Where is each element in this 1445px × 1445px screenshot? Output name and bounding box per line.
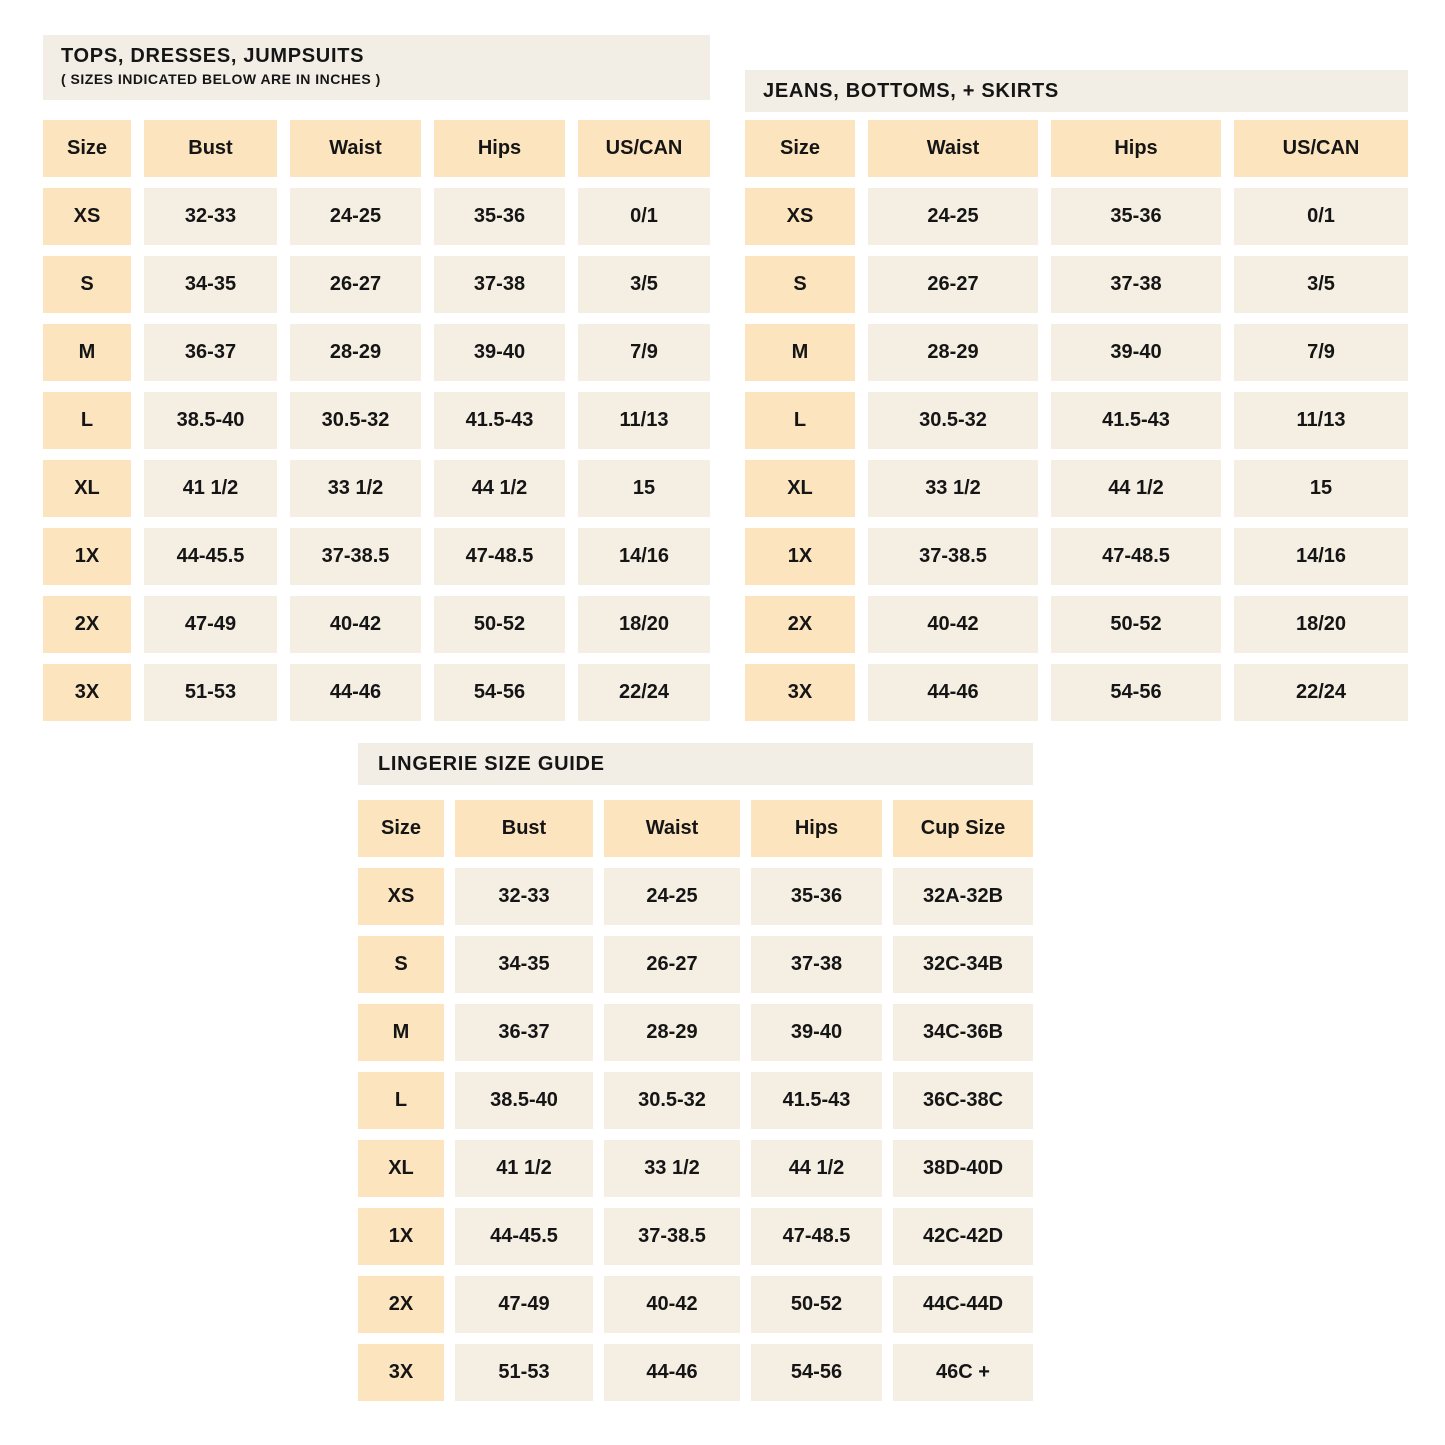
row-value: 26-27	[290, 256, 421, 313]
row-value: 41 1/2	[455, 1140, 593, 1197]
row-value: 28-29	[868, 324, 1038, 381]
row-value: 37-38	[1051, 256, 1221, 313]
column-header: Waist	[290, 120, 421, 177]
row-value: 44 1/2	[434, 460, 565, 517]
table-title-bar	[43, 35, 710, 100]
row-value: 33 1/2	[290, 460, 421, 517]
row-size-label: 1X	[745, 528, 855, 585]
row-value: 35-36	[751, 868, 882, 925]
row-value: 28-29	[604, 1004, 740, 1061]
row-value: 51-53	[144, 664, 277, 721]
row-size-label: L	[43, 392, 131, 449]
row-value: 44 1/2	[1051, 460, 1221, 517]
column-header: Waist	[604, 800, 740, 857]
row-value: 14/16	[578, 528, 710, 585]
row-value: 32A-32B	[893, 868, 1033, 925]
row-value: 34C-36B	[893, 1004, 1033, 1061]
row-value: 44-46	[868, 664, 1038, 721]
table-title-bar	[358, 743, 1033, 785]
row-value: 38D-40D	[893, 1140, 1033, 1197]
row-size-label: S	[358, 936, 444, 993]
row-value: 35-36	[434, 188, 565, 245]
row-value: 40-42	[290, 596, 421, 653]
row-value: 38.5-40	[144, 392, 277, 449]
row-value: 36-37	[455, 1004, 593, 1061]
table-grid	[745, 120, 1408, 721]
row-value: 14/16	[1234, 528, 1408, 585]
row-value: 34-35	[144, 256, 277, 313]
row-value: 32-33	[144, 188, 277, 245]
column-header: Hips	[1051, 120, 1221, 177]
table-subtitle: ( SIZES INDICATED BELOW ARE IN INCHES )	[61, 71, 381, 87]
row-value: 50-52	[751, 1276, 882, 1333]
column-header: Size	[745, 120, 855, 177]
column-header: Bust	[455, 800, 593, 857]
row-value: 15	[1234, 460, 1408, 517]
row-value: 11/13	[1234, 392, 1408, 449]
row-value: 54-56	[1051, 664, 1221, 721]
row-value: 41.5-43	[751, 1072, 882, 1129]
row-value: 46C +	[893, 1344, 1033, 1401]
row-size-label: 3X	[43, 664, 131, 721]
row-value: 39-40	[751, 1004, 882, 1061]
row-size-label: S	[43, 256, 131, 313]
row-value: 44-46	[604, 1344, 740, 1401]
row-value: 36C-38C	[893, 1072, 1033, 1129]
row-size-label: XL	[358, 1140, 444, 1197]
row-value: 50-52	[434, 596, 565, 653]
table-jeans-bottoms-skirts	[745, 70, 1408, 721]
row-value: 47-49	[144, 596, 277, 653]
row-size-label: XL	[43, 460, 131, 517]
row-value: 34-35	[455, 936, 593, 993]
row-value: 26-27	[868, 256, 1038, 313]
table-grid	[43, 120, 710, 721]
row-value: 41.5-43	[434, 392, 565, 449]
row-size-label: 3X	[745, 664, 855, 721]
row-size-label: 2X	[358, 1276, 444, 1333]
row-size-label: 1X	[358, 1208, 444, 1265]
row-size-label: M	[745, 324, 855, 381]
row-value: 35-36	[1051, 188, 1221, 245]
column-header: Size	[358, 800, 444, 857]
column-header: Waist	[868, 120, 1038, 177]
row-value: 0/1	[1234, 188, 1408, 245]
row-value: 26-27	[604, 936, 740, 993]
row-value: 7/9	[1234, 324, 1408, 381]
row-value: 51-53	[455, 1344, 593, 1401]
row-value: 37-38.5	[868, 528, 1038, 585]
row-value: 41 1/2	[144, 460, 277, 517]
row-value: 24-25	[868, 188, 1038, 245]
table-title: LINGERIE SIZE GUIDE	[378, 752, 605, 775]
row-value: 30.5-32	[290, 392, 421, 449]
row-value: 11/13	[578, 392, 710, 449]
row-value: 38.5-40	[455, 1072, 593, 1129]
row-value: 50-52	[1051, 596, 1221, 653]
row-value: 36-37	[144, 324, 277, 381]
table-grid	[358, 800, 1033, 1401]
column-header: Size	[43, 120, 131, 177]
row-value: 3/5	[1234, 256, 1408, 313]
row-value: 39-40	[434, 324, 565, 381]
row-size-label: 3X	[358, 1344, 444, 1401]
row-value: 30.5-32	[868, 392, 1038, 449]
table-title-bar	[745, 70, 1408, 112]
row-value: 40-42	[604, 1276, 740, 1333]
row-value: 33 1/2	[868, 460, 1038, 517]
table-title: TOPS, DRESSES, JUMPSUITS	[61, 45, 365, 67]
row-value: 44C-44D	[893, 1276, 1033, 1333]
row-value: 15	[578, 460, 710, 517]
row-value: 33 1/2	[604, 1140, 740, 1197]
column-header: Bust	[144, 120, 277, 177]
row-value: 22/24	[1234, 664, 1408, 721]
row-value: 18/20	[578, 596, 710, 653]
row-value: 44-46	[290, 664, 421, 721]
row-value: 47-49	[455, 1276, 593, 1333]
row-value: 37-38	[751, 936, 882, 993]
row-value: 47-48.5	[434, 528, 565, 585]
row-value: 32-33	[455, 868, 593, 925]
row-size-label: L	[358, 1072, 444, 1129]
row-value: 3/5	[578, 256, 710, 313]
row-value: 54-56	[751, 1344, 882, 1401]
row-value: 0/1	[578, 188, 710, 245]
row-value: 44 1/2	[751, 1140, 882, 1197]
row-value: 54-56	[434, 664, 565, 721]
row-size-label: XL	[745, 460, 855, 517]
row-value: 47-48.5	[1051, 528, 1221, 585]
table-title: JEANS, BOTTOMS, + SKIRTS	[763, 79, 1059, 102]
row-value: 39-40	[1051, 324, 1221, 381]
column-header: Hips	[434, 120, 565, 177]
row-value: 37-38.5	[290, 528, 421, 585]
column-header: US/CAN	[1234, 120, 1408, 177]
row-size-label: 2X	[745, 596, 855, 653]
row-value: 30.5-32	[604, 1072, 740, 1129]
table-lingerie-size-guide	[358, 743, 1033, 1401]
row-value: 28-29	[290, 324, 421, 381]
table-tops-dresses-jumpsuits	[43, 35, 710, 721]
row-value: 42C-42D	[893, 1208, 1033, 1265]
row-value: 37-38.5	[604, 1208, 740, 1265]
row-value: 7/9	[578, 324, 710, 381]
row-size-label: XS	[43, 188, 131, 245]
row-value: 47-48.5	[751, 1208, 882, 1265]
row-value: 44-45.5	[144, 528, 277, 585]
column-header: Hips	[751, 800, 882, 857]
row-size-label: 1X	[43, 528, 131, 585]
column-header: Cup Size	[893, 800, 1033, 857]
row-value: 18/20	[1234, 596, 1408, 653]
row-size-label: L	[745, 392, 855, 449]
row-size-label: M	[358, 1004, 444, 1061]
column-header: US/CAN	[578, 120, 710, 177]
row-value: 24-25	[604, 868, 740, 925]
row-value: 22/24	[578, 664, 710, 721]
row-value: 41.5-43	[1051, 392, 1221, 449]
row-size-label: XS	[745, 188, 855, 245]
row-value: 24-25	[290, 188, 421, 245]
row-value: 37-38	[434, 256, 565, 313]
row-value: 40-42	[868, 596, 1038, 653]
row-size-label: XS	[358, 868, 444, 925]
row-value: 44-45.5	[455, 1208, 593, 1265]
row-size-label: M	[43, 324, 131, 381]
row-size-label: S	[745, 256, 855, 313]
row-size-label: 2X	[43, 596, 131, 653]
row-value: 32C-34B	[893, 936, 1033, 993]
